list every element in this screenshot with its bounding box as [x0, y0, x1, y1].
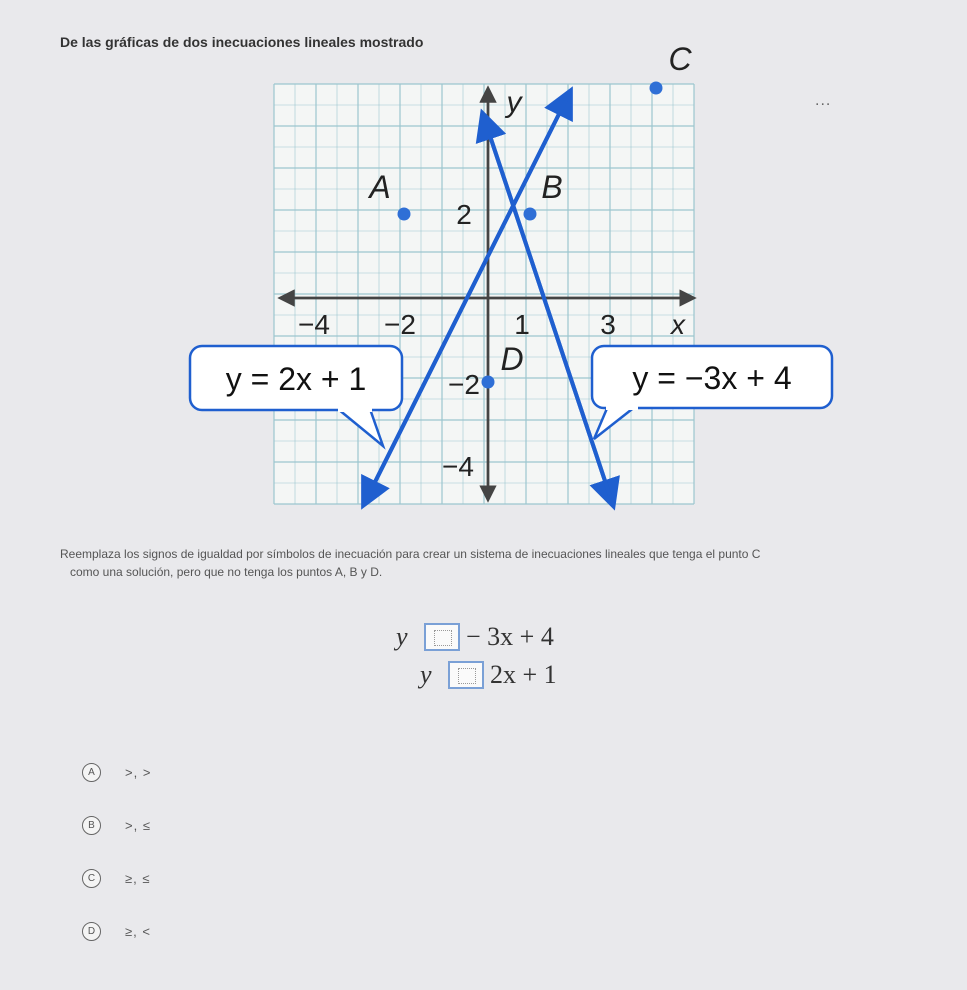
system-row-1 [396, 618, 557, 656]
x-tick-label: −4 [298, 309, 330, 340]
y-axis-label: y [506, 86, 522, 119]
grid [274, 84, 694, 504]
option-c-text: ≥, ≤ [125, 871, 151, 886]
x-tick-label: 3 [600, 309, 616, 340]
point-c [650, 82, 663, 95]
callout-right-tail-cover [606, 402, 638, 410]
instruction-line-2: como una solución, pero que no tenga los puntos A, B y D. [70, 565, 383, 579]
callout-left-tail-cover [338, 404, 372, 412]
point-a [398, 208, 411, 221]
y-tick-label: −4 [442, 451, 474, 482]
graph [188, 41, 838, 514]
option-b-text: >, ≤ [125, 818, 151, 833]
option-c[interactable] [82, 869, 151, 888]
y-tick-label: −2 [448, 369, 480, 400]
point-label-c: C [668, 41, 692, 77]
blank-input-1[interactable] [424, 623, 460, 651]
option-a-radio[interactable]: A [82, 763, 101, 782]
blank-input-2[interactable] [448, 661, 484, 689]
point-d [482, 376, 495, 389]
system-row-2-expression: 2x + 1 [490, 660, 557, 689]
instruction-text [60, 545, 960, 581]
x-axis-label: x [671, 309, 685, 340]
more-options-icon[interactable]: ... [815, 92, 832, 109]
system-row-1-expression: − 3x + 4 [466, 622, 554, 651]
system-row-2 [396, 656, 557, 694]
line2-equation-label: y = −3x + 4 [632, 360, 792, 396]
x-tick-label: −2 [384, 309, 416, 340]
option-d-radio[interactable]: D [82, 922, 101, 941]
option-b[interactable] [82, 816, 151, 835]
point-label-d: D [500, 341, 524, 377]
option-a[interactable] [82, 763, 151, 782]
system-row-2-variable: y [420, 660, 432, 689]
point-label-a: A [369, 169, 391, 205]
instruction-line-1: Reemplaza los signos de igualdad por símbolos de inecuación para crear un sistema de inecuaciones lineales que tenga el punto C [60, 547, 761, 561]
option-b-radio[interactable]: B [82, 816, 101, 835]
option-a-text: >, > [125, 765, 152, 780]
point-label-b: B [541, 169, 563, 205]
line1-equation-label: y = 2x + 1 [225, 361, 367, 397]
option-d[interactable] [82, 922, 151, 941]
option-c-radio[interactable]: C [82, 869, 101, 888]
x-tick-label: 1 [514, 309, 530, 340]
option-d-text: ≥, < [125, 924, 151, 939]
question-header: De las gráficas de dos inecuaciones lineales mostrado [60, 34, 424, 50]
graph-figure [188, 41, 838, 514]
point-b [524, 208, 537, 221]
y-tick-label: 2 [456, 199, 472, 230]
inequality-system [396, 618, 557, 694]
system-row-1-variable: y [396, 622, 408, 651]
